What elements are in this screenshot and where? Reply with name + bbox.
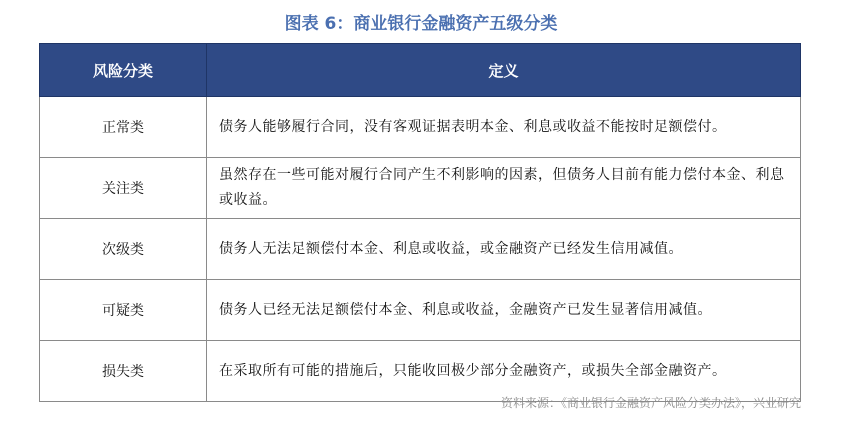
table-row bbox=[40, 280, 801, 341]
definition-cell: 在采取所有可能的措施后，只能收回极少部分金融资产，或损失全部金融资产。 bbox=[207, 341, 801, 402]
table-row bbox=[40, 341, 801, 402]
definition-cell: 债务人无法足额偿付本金、利息或收益，或金融资产已经发生信用减值。 bbox=[207, 219, 801, 280]
definition-cell: 虽然存在一些可能对履行合同产生不利影响的因素，但债务人目前有能力偿付本金、利息或收益。 bbox=[207, 158, 801, 219]
table-row bbox=[40, 219, 801, 280]
category-cell: 可疑类 bbox=[40, 280, 207, 341]
table-header-row bbox=[40, 44, 801, 97]
category-cell: 关注类 bbox=[40, 158, 207, 219]
table-row bbox=[40, 97, 801, 158]
category-cell: 次级类 bbox=[40, 219, 207, 280]
definition-cell: 债务人能够履行合同，没有客观证据表明本金、利息或收益不能按时足额偿付。 bbox=[207, 97, 801, 158]
category-cell: 损失类 bbox=[40, 341, 207, 402]
header-risk-category: 风险分类 bbox=[40, 44, 207, 97]
category-cell: 正常类 bbox=[40, 97, 207, 158]
header-definition: 定义 bbox=[207, 44, 801, 97]
source-note: 资料来源：《商业银行金融资产风险分类办法》，兴业研究 bbox=[500, 396, 801, 410]
figure-title: 图表 6：商业银行金融资产五级分类 bbox=[284, 14, 558, 34]
classification-table bbox=[39, 43, 801, 402]
definition-cell: 债务人已经无法足额偿付本金、利息或收益，金融资产已发生显著信用减值。 bbox=[207, 280, 801, 341]
table-row bbox=[40, 158, 801, 219]
